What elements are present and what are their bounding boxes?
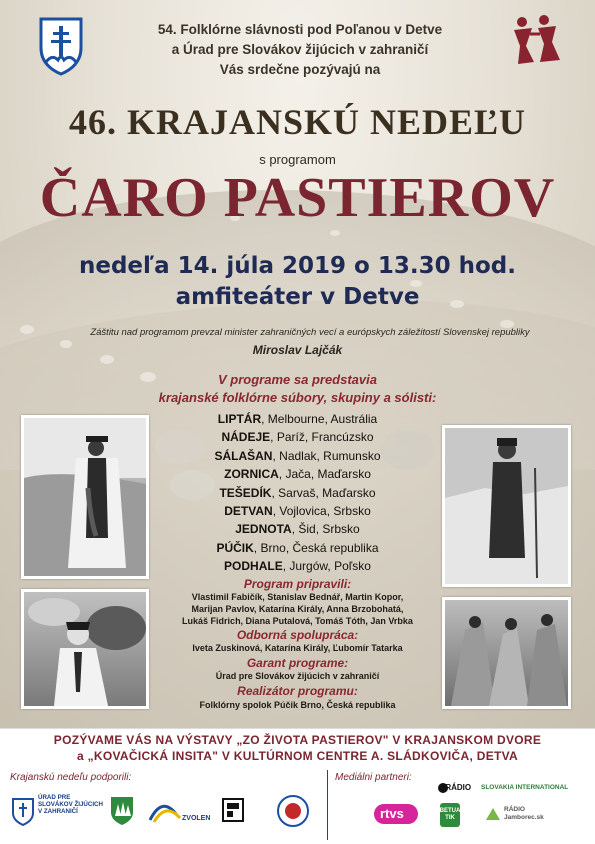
subtitle: s programom (259, 152, 336, 167)
group-item: JEDNOTA, Šid, Srbsko (235, 522, 360, 537)
rtvs-logo-text: rtvs (380, 806, 404, 821)
main-title: 46. KRAJANSKÚ NEDEĽU (68, 102, 527, 142)
uszz-crest-icon (12, 798, 34, 826)
patron-name: Miroslav Lajčák (252, 343, 343, 357)
header-line-3: Vás srdečne pozývajú na (219, 62, 381, 77)
slovak-coat-of-arms-icon (38, 16, 84, 76)
expert-heading: Odborná spolupráca: (236, 628, 359, 642)
event-date: nedeľa 14. júla 2019 o 13.30 hod. (79, 253, 516, 279)
group-item: SÁLAŠAN, Nadlak, Rumunsko (214, 448, 381, 463)
prepared-by-heading: Program pripravili: (243, 577, 352, 591)
sponsors-strip (0, 766, 595, 844)
sponsors-divider (327, 770, 328, 840)
group-item: PÚČIK, Brno, Česká republika (216, 540, 379, 555)
organizer-heading: Realizátor programu: (237, 684, 358, 698)
photo-shepherd-in-snow (442, 425, 571, 587)
photo-shepherd-with-horn (21, 415, 149, 579)
sheep-decoration (330, 230, 340, 236)
guarantor-line: Úrad pre Slovákov žijúcich v zahraničí (215, 671, 380, 681)
guarantor-heading: Garant programe: (246, 656, 349, 670)
group-item: ZORNICA, Jača, Maďarsko (224, 467, 371, 482)
detva-crest-icon (110, 796, 134, 826)
group-item: TEŠEDÍK, Sarvaš, Maďarsko (219, 485, 376, 500)
sheep-decoration (20, 325, 34, 334)
prepared-by-line: Vlastimil Fabičík, Stanislav Bednář, Martin Kopor, (191, 592, 404, 602)
performers-intro-line-1: V programe sa predstavia (218, 372, 377, 387)
festival-dancers-logo-icon (504, 12, 564, 68)
performers-intro-line-2: krajanské folklórne súbory, skupiny a sólisti: (158, 390, 437, 405)
program-title: ČARO PASTIEROV (39, 167, 556, 229)
group-item: LIPTÁR, Melbourne, Austrália (217, 412, 378, 426)
patron-text: Záštitu nad programom prevzal minister zahraničných vecí a európskych záležitostí Slovenskej republiky (90, 327, 530, 338)
festival-round-logo-icon (276, 794, 310, 828)
zvolen-logo-text: ZVOLEN (182, 815, 211, 822)
exhibition-banner (0, 728, 595, 764)
organizer-line: Folklórny spolok Púčik Brno, Česká republika (199, 700, 396, 710)
expert-line: Iveta Zuskinová, Katarína Király, Ľubomír Tatarka (192, 643, 403, 653)
betua-tik-text: BETUA TIK (439, 808, 461, 821)
event-venue: amfiteáter v Detve (175, 284, 420, 310)
gallery-logo-icon (222, 798, 244, 822)
prepared-by-line: Lukáš Fidrich, Diana Putalová, Tomáš Tóth, Jan Vrbka (182, 616, 413, 626)
uszz-logo-text: ÚRAD PRE SLOVÁKOV ŽIJÚCICH V ZAHRANIČÍ (38, 794, 103, 816)
prepared-by-line: Marijan Pavlov, Katarína Király, Anna Brzobohatá, (191, 604, 404, 614)
performing-groups-list (170, 410, 425, 576)
photo-shepherds-cloaks (442, 597, 571, 709)
exhibition-line-1: POZÝVAME VÁS NA VÝSTAVY „ZO ŽIVOTA PASTIEROV" V KRAJANSKOM DVORE (53, 733, 542, 747)
header-line-2: a Úrad pre Slovákov žijúcich v zahraničí (171, 42, 429, 57)
header-line-1: 54. Folklórne slávnosti pod Poľanou v Detve (157, 22, 443, 37)
media-partners-label: Mediálni partneri: (335, 772, 412, 783)
radio-jamborec-icon (484, 806, 502, 822)
radio-jamborec-text: RÁDIO Jamborec.sk (504, 806, 544, 821)
group-item: DETVAN, Vojlovica, Srbsko (224, 503, 371, 518)
zvolen-logo-icon (146, 794, 218, 828)
group-item: NÁDEJE, Paríž, Francúzsko (221, 430, 374, 445)
group-item: PODHALE, Jurgów, Poľsko (224, 559, 371, 574)
radio-slovakia-intl-text: SLOVAKIA INTERNATIONAL (481, 784, 569, 791)
supporters-label: Krajanskú nedeľu podporili: (10, 772, 132, 783)
radio-slovakia-text: SRÁDIO (440, 783, 472, 792)
exhibition-line-2: a „KOVAČICKÁ INSITA" V KULTÚRNOM CENTRE A. SLÁDKOVIČA, DETVA (76, 749, 519, 763)
photo-boy-with-sheep (21, 589, 149, 709)
